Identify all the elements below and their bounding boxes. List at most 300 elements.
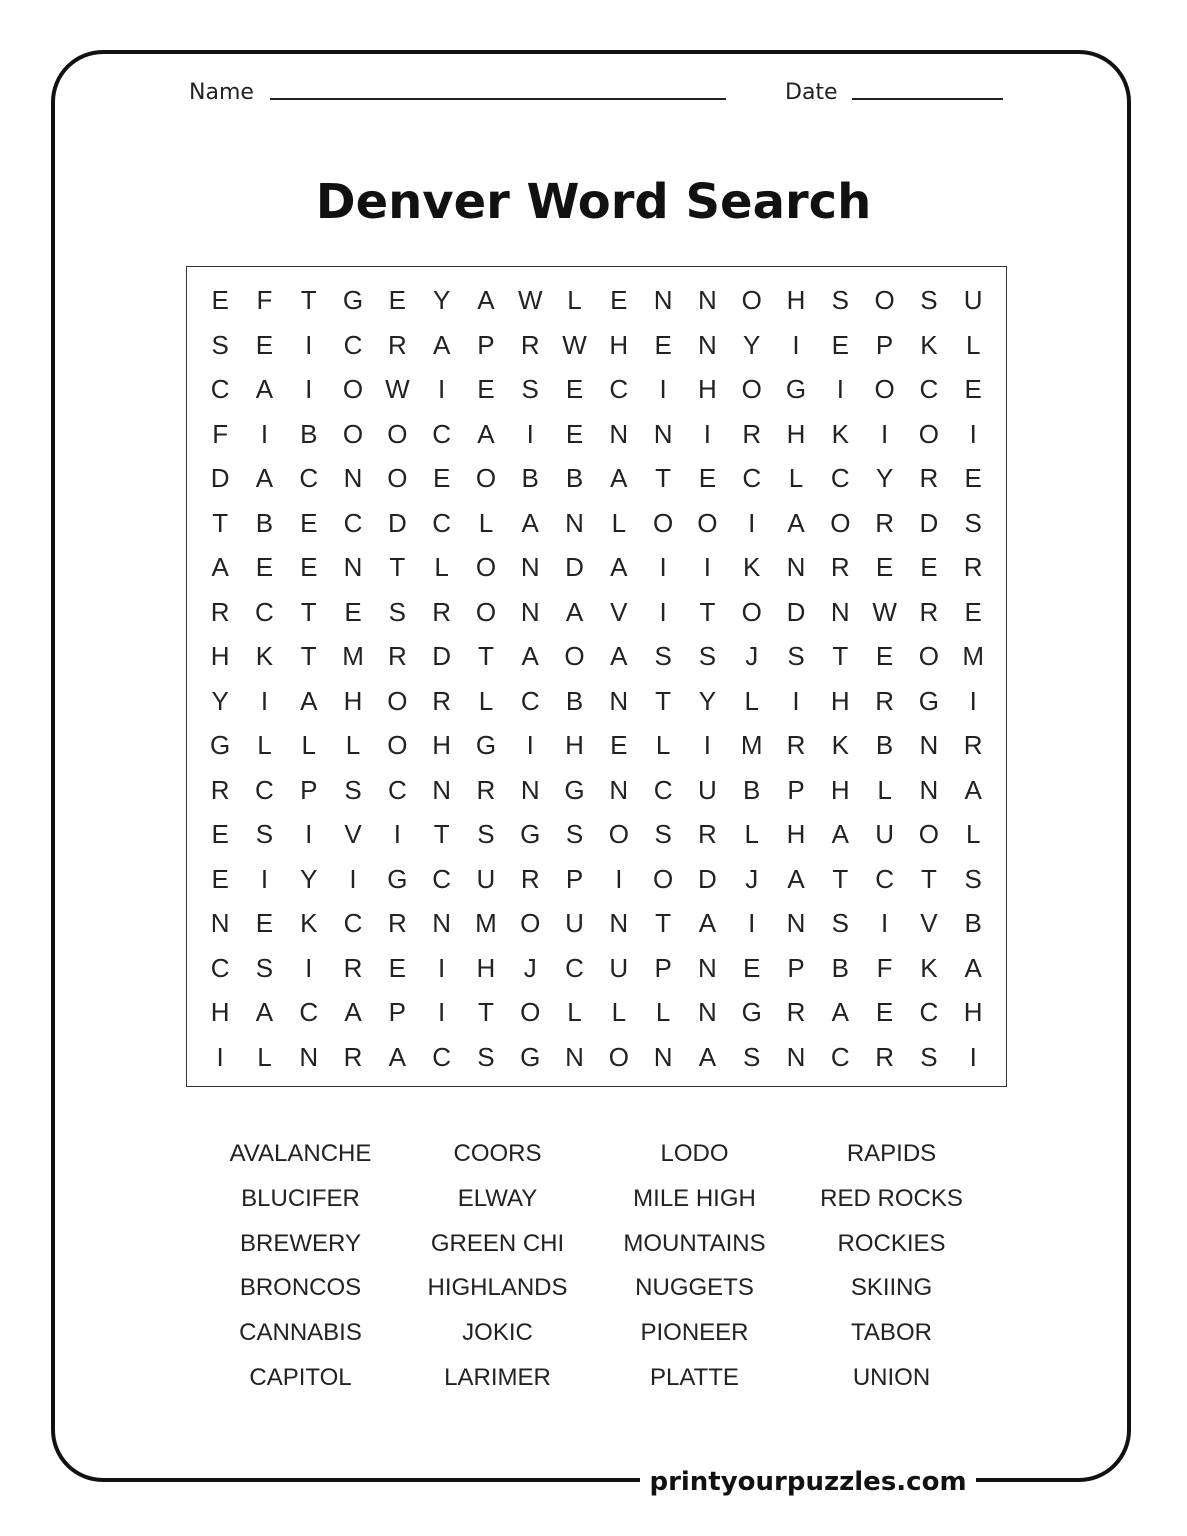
grid-letter: O [387,463,408,493]
grid-letter: N [653,418,673,449]
grid-letter: W [517,285,543,315]
grid-letter: O [475,552,497,582]
grid-letter: L [611,507,627,538]
grid-letter: A [610,552,628,582]
grid-letter: E [300,552,318,582]
grid-letter: D [786,596,806,627]
word-list-item: UNION [852,1363,931,1391]
grid-letter: K [255,641,274,671]
grid-letter: E [255,908,274,938]
grid-letter: A [521,641,539,671]
grid-letter: I [526,730,534,760]
grid-letter: L [788,463,804,493]
grid-letter: Y [300,863,318,894]
grid-letter: I [969,1041,977,1072]
grid-letter: T [655,685,672,716]
grid-letter: C [210,374,230,404]
grid-letter: H [432,730,452,760]
grid-letter: T [699,596,716,627]
grid-letter: A [344,997,362,1027]
grid-letter: C [565,952,584,983]
grid-letter: C [343,329,363,360]
grid-letter: K [743,552,761,582]
grid-letter: N [609,685,629,716]
grid-letter: U [565,908,584,938]
grid-letter: O [342,374,364,404]
grid-letter: H [210,641,230,671]
grid-letter: J [745,863,759,894]
grid-letter: E [211,863,229,894]
grid-letter: S [477,819,495,849]
grid-letter: L [257,1041,272,1072]
grid-letter: I [615,863,623,894]
grid-letter: K [300,908,318,938]
grid-letter: I [526,418,534,449]
grid-letter: K [831,730,849,760]
grid-letter: C [875,863,894,894]
grid-letter: N [520,552,540,582]
grid-letter: L [965,329,981,360]
word-list-item: HIGHLANDS [427,1274,568,1302]
grid-letter: H [963,997,983,1027]
grid-letter: A [787,863,805,894]
grid-letter: R [786,730,806,760]
grid-letter: E [255,552,274,582]
grid-letter: U [875,819,894,849]
grid-letter: I [438,997,446,1027]
grid-letter: R [520,329,540,360]
grid-letter: T [212,507,229,538]
grid-letter: L [744,819,759,849]
grid-letter: G [520,1041,541,1072]
grid-letter: E [964,463,982,493]
grid-letter: P [787,774,805,805]
grid-letter: N [343,552,363,582]
grid-letter: L [611,997,627,1027]
grid-letter: O [520,908,541,938]
date-label: Date [785,80,838,105]
grid-letter: E [211,819,229,849]
grid-letter: A [831,819,849,849]
grid-letter: I [969,418,977,449]
grid-letter: H [565,730,584,760]
grid-letter: F [212,418,229,449]
grid-letter: I [393,819,401,849]
grid-letter: W [872,596,897,627]
grid-letter: I [260,685,269,716]
grid-letter: N [786,908,806,938]
grid-letter: N [210,908,230,938]
grid-letter: S [964,507,982,538]
grid-letter: W [385,374,410,404]
grid-letter: I [792,685,800,716]
grid-letter: M [475,908,497,938]
grid-letter: K [831,418,849,449]
grid-letter: S [920,1041,938,1072]
grid-letter: N [786,1041,806,1072]
grid-letter: I [305,374,313,404]
grid-letter: A [255,463,274,493]
grid-letter: G [520,819,541,849]
grid-letter: C [919,997,939,1027]
grid-letter: L [478,507,494,538]
grid-letter: P [477,329,495,360]
grid-letter: A [300,685,318,716]
grid-letter: Y [211,685,229,716]
word-list-item: JOKIC [462,1319,533,1347]
site-url: printyourpuzzles.com [649,1467,967,1497]
grid-letter: R [343,1041,363,1072]
grid-letter: B [300,418,318,449]
grid-letter: G [564,774,585,805]
grid-letter: B [521,463,539,493]
grid-letter: R [963,552,983,582]
word-list-item: PLATTE [650,1363,739,1391]
grid-letter: O [874,374,895,404]
grid-letter: V [344,819,362,849]
grid-letter: P [388,997,406,1027]
grid-letter: C [919,374,939,404]
grid-letter: J [523,952,537,983]
grid-letter: C [520,685,540,716]
grid-letter: C [255,596,274,627]
grid-letter: K [920,952,938,983]
grid-letter: E [831,329,849,360]
grid-letter: N [299,1041,319,1072]
grid-letter: O [387,730,408,760]
grid-letter: N [609,418,629,449]
grid-letter: S [743,1041,761,1072]
grid-letter: O [741,285,762,315]
grid-letter: R [476,774,496,805]
word-list-item: MOUNTAINS [623,1229,766,1257]
grid-letter: L [478,685,494,716]
grid-letter: L [744,685,759,716]
grid-letter: L [345,730,361,760]
grid-letter: C [432,418,452,449]
grid-letter: N [565,1041,584,1072]
grid-letter: R [210,596,230,627]
grid-letter: R [210,774,230,805]
grid-letter: E [477,374,495,404]
grid-letter: O [564,641,585,671]
grid-letter: N [919,730,939,760]
grid-letter: I [305,329,313,360]
grid-letter: C [609,374,629,404]
grid-letter: S [211,329,229,360]
grid-letter: R [919,596,939,627]
grid-letter: S [388,596,406,627]
grid-letter: E [875,552,894,582]
grid-letter: O [475,596,497,627]
grid-letter: C [343,908,363,938]
grid-letter: R [875,507,894,538]
grid-letter: O [830,507,851,538]
grid-letter: T [655,908,672,938]
word-list-item: CAPITOL [249,1363,352,1391]
grid-letter: O [342,418,364,449]
grid-letter: A [610,641,628,671]
grid-letter: N [653,1041,673,1072]
grid-letter: H [609,329,629,360]
grid-letter: R [387,641,407,671]
grid-letter: I [260,863,269,894]
grid-letter: N [609,908,629,938]
grid-letter: I [792,329,800,360]
grid-letter: O [918,641,940,671]
grid-letter: B [565,463,584,493]
grid-letter: I [659,374,667,404]
grid-letter: S [964,863,982,894]
grid-letter: N [520,774,540,805]
grid-letter: H [698,374,717,404]
grid-letter: R [387,908,407,938]
grid-letter: E [565,374,584,404]
grid-letter: Y [432,285,451,315]
grid-letter: S [654,641,672,671]
grid-letter: U [963,285,983,315]
word-list-item: BREWERY [240,1229,361,1257]
grid-letter: I [703,552,712,582]
puzzle-grid [198,278,995,1079]
grid-letter: I [659,552,667,582]
grid-letter: G [785,374,807,404]
grid-letter: C [432,863,452,894]
grid-letter: M [740,730,763,760]
grid-letter: E [344,596,362,627]
grid-letter: P [654,952,672,983]
grid-letter: C [343,507,363,538]
word-list-item: BLUCIFER [241,1184,360,1212]
grid-letter: I [438,374,446,404]
grid-letter: A [964,952,982,983]
grid-letter: E [432,463,451,493]
grid-letter: E [875,641,894,671]
grid-letter: L [655,997,671,1027]
grid-letter: I [969,685,977,716]
grid-letter: E [964,596,982,627]
word-list-item: RED ROCKS [820,1184,963,1212]
grid-letter: R [919,463,939,493]
grid-letter: O [918,418,940,449]
grid-letter: E [610,730,628,760]
grid-letter: H [786,819,806,849]
grid-letter: O [741,374,762,404]
date-line [852,98,1003,100]
word-list-item: PIONEER [640,1319,749,1347]
grid-letter: T [477,641,494,671]
grid-letter: S [698,641,717,671]
grid-letter: V [610,596,628,627]
grid-letter: T [389,552,406,582]
grid-letter: O [608,1041,629,1072]
grid-letter: C [432,507,452,538]
grid-letter: N [520,596,540,627]
grid-letter: F [256,285,273,315]
grid-letter: P [300,774,318,805]
grid-letter: S [255,819,274,849]
grid-letter: G [918,685,940,716]
grid-letter: I [305,819,313,849]
grid-letter: A [831,997,849,1027]
grid-letter: A [477,285,495,315]
grid-letter: W [562,329,587,360]
grid-letter: I [216,1041,224,1072]
grid-letter: O [387,685,408,716]
grid-letter: E [875,997,894,1027]
grid-letter: D [919,507,939,538]
grid-letter: O [475,463,497,493]
grid-letter: I [703,730,712,760]
grid-letter: D [387,507,407,538]
grid-letter: D [565,552,584,582]
grid-letter: S [255,952,274,983]
word-list-item: ROCKIES [837,1229,946,1257]
grid-letter: S [831,908,849,938]
grid-letter: T [832,863,849,894]
grid-letter: I [305,952,313,983]
grid-letter: N [432,908,452,938]
grid-letter: T [433,819,450,849]
grid-letter: A [211,552,229,582]
grid-letter: A [432,329,451,360]
name-line [270,98,726,100]
grid-letter: N [698,952,717,983]
grid-letter: N [343,463,363,493]
word-list-item: LARIMER [444,1363,551,1391]
grid-letter: H [786,285,806,315]
name-label: Name [189,80,254,105]
grid-letter: O [608,819,629,849]
grid-letter: L [567,997,582,1027]
grid-letter: A [255,374,274,404]
grid-letter: E [920,552,938,582]
grid-letter: C [210,952,230,983]
grid-letter: P [565,863,584,894]
grid-letter: R [875,685,894,716]
grid-letter: C [255,774,274,805]
grid-letter: I [880,418,889,449]
grid-letter: A [698,908,717,938]
grid-letter: H [830,774,850,805]
word-list-item: SKIING [850,1274,933,1302]
grid-letter: P [875,329,894,360]
grid-letter: I [748,908,756,938]
grid-letter: E [565,418,584,449]
grid-letter: H [830,685,850,716]
grid-letter: A [388,1041,406,1072]
grid-letter: N [565,507,584,538]
word-list-item: RAPIDS [846,1140,937,1167]
grid-letter: P [787,952,805,983]
grid-letter: S [477,1041,495,1072]
word-list-item: COORS [453,1140,542,1167]
grid-letter: O [653,507,674,538]
grid-letter: J [745,641,759,671]
word-list-item: TABOR [851,1319,932,1347]
grid-letter: Y [743,329,761,360]
grid-letter: H [476,952,496,983]
grid-letter: Y [698,685,717,716]
grid-letter: E [388,285,406,315]
grid-letter: B [831,952,849,983]
grid-letter: B [875,730,894,760]
word-list-item: AVALANCHE [229,1140,372,1167]
grid-letter: I [836,374,844,404]
grid-letter: T [920,863,937,894]
grid-letter: R [830,552,850,582]
word-list-item: MILE HIGH [633,1184,756,1212]
grid-letter: U [476,863,496,894]
word-list-item: ELWAY [457,1184,538,1212]
grid-letter: R [432,596,452,627]
word-list-item: GREEN CHI [430,1229,565,1257]
grid-letter: B [964,908,982,938]
grid-letter: U [698,774,717,805]
grid-letter: C [742,463,762,493]
grid-letter: G [387,863,408,894]
grid-letter: K [920,329,938,360]
grid-letter: A [698,1041,717,1072]
grid-letter: I [703,418,712,449]
grid-letter: I [748,507,756,538]
grid-letter: C [653,774,673,805]
grid-letter: R [698,819,717,849]
word-list-item: BRONCOS [239,1274,362,1302]
grid-letter: N [698,329,717,360]
grid-letter: C [432,1041,452,1072]
grid-letter: G [741,997,762,1027]
grid-letter: A [521,507,539,538]
word-list-item: CANNABIS [239,1319,362,1347]
grid-letter: A [610,463,628,493]
grid-letter: R [742,418,762,449]
grid-letter: N [786,552,806,582]
grid-letter: B [255,507,274,538]
grid-letter: H [786,418,806,449]
grid-letter: A [964,774,982,805]
grid-letter: R [786,997,806,1027]
grid-letter: S [344,774,362,805]
grid-letter: N [432,774,452,805]
grid-letter: E [211,285,229,315]
grid-letter: N [698,285,717,315]
grid-letter: E [698,463,717,493]
grid-letter: B [565,685,584,716]
grid-letter: R [963,730,983,760]
grid-letter: E [743,952,761,983]
grid-letter: F [876,952,893,983]
grid-letter: C [299,463,319,493]
grid-letter: O [918,819,940,849]
grid-letter: O [520,997,541,1027]
grid-letter: Y [875,463,894,493]
grid-letter: O [653,863,674,894]
grid-letter: L [301,730,316,760]
grid-letter: E [964,374,982,404]
grid-letter: S [565,819,584,849]
grid-letter: A [565,596,584,627]
word-list-item: NUGGETS [635,1274,754,1302]
grid-letter: T [300,641,317,671]
grid-letter: E [610,285,628,315]
grid-letter: T [655,463,672,493]
grid-letter: R [432,685,452,716]
grid-letter: D [432,641,452,671]
grid-letter: S [920,285,938,315]
grid-letter: L [567,285,582,315]
word-list [202,1132,990,1401]
